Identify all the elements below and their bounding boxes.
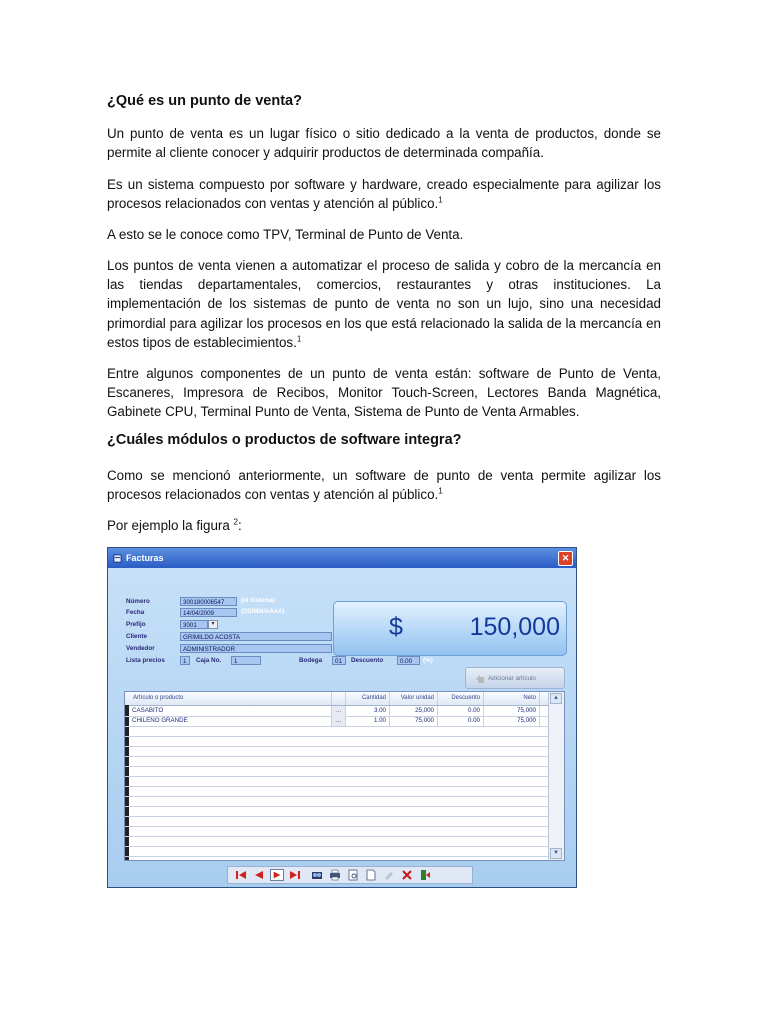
lista-precios-field[interactable]: 1 [180, 656, 190, 665]
label-lista-precios: Lista precios [126, 657, 165, 664]
cell-discount: 0.00 [438, 716, 484, 726]
scroll-down-icon[interactable]: ▼ [550, 848, 562, 859]
items-grid [124, 691, 565, 861]
label-prefijo: Prefijo [126, 621, 146, 628]
descuento-unit: (%) [423, 657, 433, 664]
bodega-field[interactable]: 01 [332, 656, 346, 665]
window-title: Facturas [126, 553, 164, 563]
first-icon[interactable] [234, 869, 248, 881]
paragraph-7-end: : [237, 518, 242, 533]
label-cliente: Cliente [126, 633, 147, 640]
cell-product: CHILENO GRANDE [129, 716, 332, 726]
paragraph-6 [107, 466, 661, 504]
next-icon[interactable] [270, 869, 284, 881]
paragraph-4 [107, 256, 661, 352]
footnote-ref: 1 [296, 334, 302, 344]
fecha-hint: (DD/MM/AAAA) [241, 609, 285, 615]
edit-icon[interactable] [382, 869, 396, 881]
paragraph-6-text: Como se mencionó anteriormente, un software de punto de venta permite agilizar los procesos relacionados con ventas y atención al público. [107, 468, 661, 503]
paragraph-1: Un punto de venta es un lugar físico o sitio dedicado a la venta de productos, donde se permite al cliente conocer y adquirir productos de determinada compañía. [107, 126, 661, 161]
label-numero: Número [126, 598, 150, 605]
empty-row[interactable] [125, 846, 550, 857]
descuento-field[interactable]: 0.00 [397, 656, 420, 665]
numero-hint: (Id Sistema) [241, 598, 276, 604]
facturas-window-figure [107, 547, 577, 888]
label-caja-no: Caja No. [196, 657, 222, 664]
prev-icon[interactable] [252, 869, 266, 881]
scroll-up-icon[interactable]: ▲ [550, 693, 562, 704]
add-article-button[interactable] [465, 667, 565, 689]
vendedor-field[interactable]: ADMINISTRADOR [180, 644, 332, 653]
paragraph-2 [107, 175, 661, 213]
cell-unit-price: 25,000 [390, 706, 438, 716]
new-icon[interactable] [364, 869, 378, 881]
currency-symbol: $ [389, 613, 403, 641]
paragraph-4-text: Los puntos de venta vienen a automatizar el proceso de salida y cobro de la mercancía en las tiendas departamentales, comercios, restaurantes y otras instituciones. La implementación de los sistemas de punto de venta no son un lujo, sino una necesidad primordial para agilizar los procesos en los que está relacionado la salida de la mercancía en estos tipos de establecimientos. [107, 258, 661, 350]
app-icon [113, 554, 122, 563]
footnote-ref: 1 [438, 195, 443, 205]
paragraph-5: Entre algunos componentes de un punto de venta están: software de Punto de Venta, Escaneres, Impresora de Recibos, Monitor Touch-Screen, Lectores Banda Magnética, Gabinete CPU, Terminal Punto de Venta, Sistema de Punto de Venta Armables. [107, 366, 661, 420]
cell-net: 75,000 [484, 706, 540, 716]
row-lookup-button[interactable]: ... [332, 716, 346, 726]
add-article-label: Adicionar artículo [488, 674, 536, 682]
cell-net: 75,000 [484, 716, 540, 726]
col-cantidad[interactable]: Cantidad [346, 692, 390, 705]
paragraph-7 [107, 516, 661, 535]
close-button[interactable]: ✕ [558, 551, 573, 566]
label-descuento: Descuento [351, 657, 384, 664]
grid-scrollbar[interactable] [548, 692, 564, 860]
footnote-ref: 2 [233, 517, 238, 527]
col-articulo[interactable]: Artículo o producto [125, 692, 332, 705]
exit-icon[interactable] [418, 869, 432, 881]
total-amount: 150,000 [469, 613, 560, 641]
add-article-icon [475, 674, 485, 684]
cell-product: CASABITO [129, 706, 332, 716]
window-titlebar [108, 548, 576, 568]
prefijo-dropdown-icon[interactable]: ▾ [208, 620, 218, 629]
cell-qty: 1.00 [346, 716, 390, 726]
cliente-field[interactable]: GRIMILDO ACOSTA [180, 632, 332, 641]
print-icon[interactable] [328, 869, 342, 881]
heading-software-modules: ¿Cuáles módulos o productos de software integra? [107, 432, 462, 448]
total-amount-panel [333, 601, 567, 656]
search-icon[interactable] [310, 869, 324, 881]
prefijo-select[interactable]: 3001 [180, 620, 208, 629]
col-descuento[interactable]: Descuento [438, 692, 484, 705]
paragraph-7-text: Por ejemplo la figura [107, 518, 234, 533]
cell-discount: 0.00 [438, 706, 484, 716]
last-icon[interactable] [288, 869, 302, 881]
label-fecha: Fecha [126, 609, 145, 616]
numero-field[interactable]: 300180006547 [180, 597, 237, 606]
cell-unit-price: 75,000 [390, 716, 438, 726]
preview-icon[interactable] [346, 869, 360, 881]
heading-what-is-pos: ¿Qué es un punto de venta? [107, 93, 302, 109]
row-lookup-button[interactable]: ... [332, 706, 346, 716]
col-valor-unidad[interactable]: Valor unidad [390, 692, 438, 705]
window-body [108, 568, 576, 888]
fecha-field[interactable]: 14/04/2009 [180, 608, 237, 617]
delete-icon[interactable] [400, 869, 414, 881]
col-neto[interactable]: Neto [484, 692, 540, 705]
cell-qty: 3.00 [346, 706, 390, 716]
paragraph-2-text: Es un sistema compuesto por software y hardware, creado especialmente para agilizar los procesos relacionados con ventas y atención al público. [107, 177, 661, 212]
caja-no-field[interactable]: 1 [231, 656, 261, 665]
navigation-toolbar [227, 866, 473, 884]
col-action [332, 692, 346, 705]
paragraph-3: A esto se le conoce como TPV, Terminal de Punto de Venta. [107, 227, 464, 242]
label-bodega: Bodega [299, 657, 323, 664]
label-vendedor: Vendedor [126, 645, 155, 652]
footnote-ref: 1 [438, 486, 443, 496]
grid-header [125, 692, 550, 706]
